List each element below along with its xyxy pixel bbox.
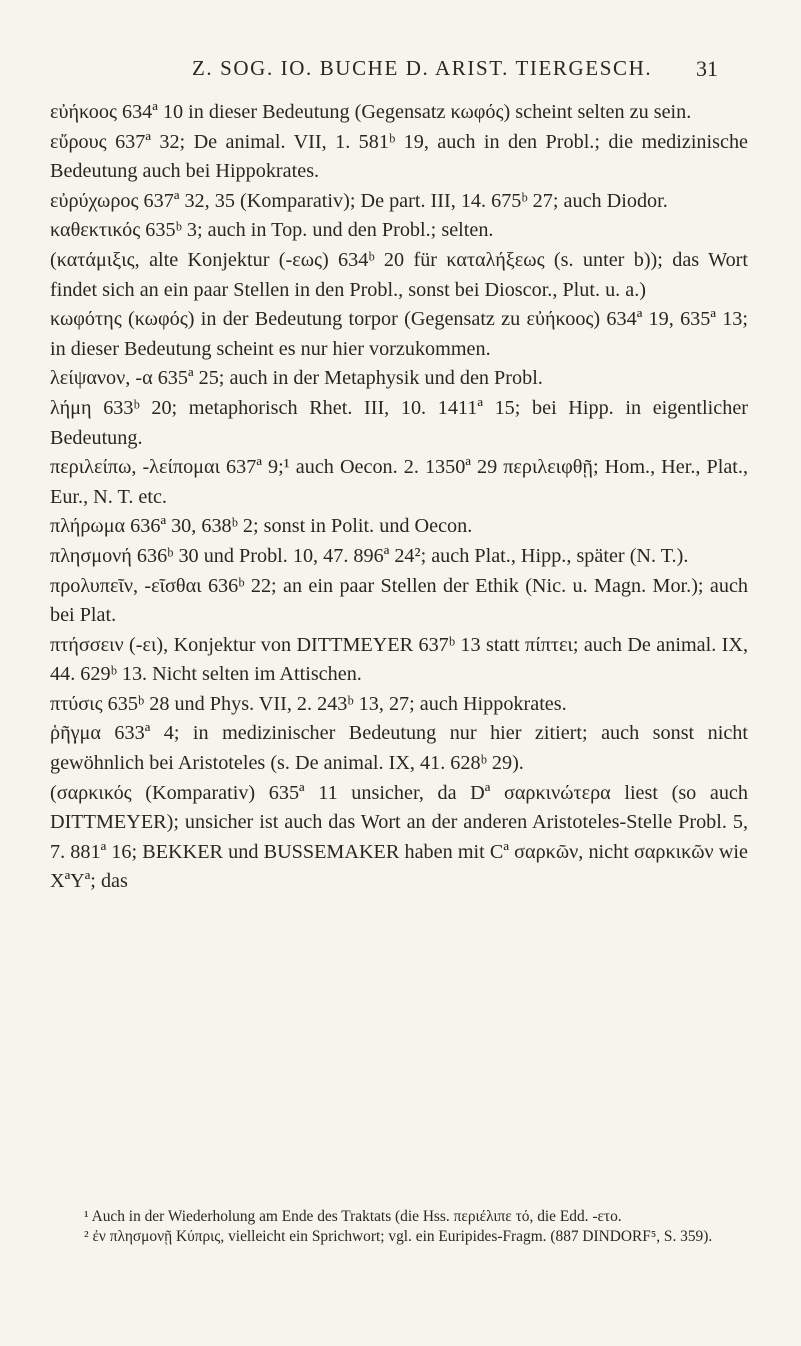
index-entry: εὔρους 637ª 32; De animal. VII, 1. 581ᵇ 19, auch in den Probl.; die medizinische Bedeutung auch bei Hippokrates. — [50, 130, 748, 183]
footnote: ¹ Auch in der Wiederholung am Ende des Traktats (die Hss. περιέλιπε τό, die Edd. -ετο. — [84, 1208, 622, 1225]
index-entry: προλυπεῖν, -εῖσθαι 636ᵇ 22; an ein paar Stellen der Ethik (Nic. u. Magn. Mor.); auch bei Plat. — [50, 574, 748, 627]
index-entry: περιλείπω, -λείπομαι 637ª 9;¹ auch Oecon. 2. 1350ª 29 περιλειφθῇ; Hom., Her., Plat., Eur., N. T. etc. — [50, 456, 748, 508]
index-entry: ῥῆγμα 633ª 4; in medizinischer Bedeutung nur hier zitiert; auch sonst nicht gewöhnlich bei Aristoteles (s. De animal. IX, 41. 628ᵇ 29). — [50, 722, 748, 775]
index-entry: πτύσις 635ᵇ 28 und Phys. VII, 2. 243ᵇ 13, 27; auch Hippokrates. — [50, 692, 567, 715]
index-entry: λήμη 633ᵇ 20; metaphorisch Rhet. III, 10. 1411ª 15; bei Hipp. in eigentlicher Bedeutung. — [50, 396, 748, 449]
index-entry: εὐρύχωρος 637ª 32, 35 (Komparativ); De part. III, 14. 675ᵇ 27; auch Diodor. — [50, 189, 668, 212]
page-number: 31 — [696, 56, 718, 81]
running-title: Z. SOG. IO. BUCHE D. ARIST. TIERGESCH. — [192, 56, 653, 80]
index-entry: πλησμονή 636ᵇ 30 und Probl. 10, 47. 896ª 24²; auch Plat., Hipp., später (N. T.). — [50, 544, 689, 567]
page-header — [0, 56, 801, 96]
index-entry: (κατάμιξις, alte Konjektur (-εως) 634ᵇ 20 für καταλήξεως (s. unter b)); das Wort findet sich an ein paar Stellen in den Probl., sonst bei Dioscor., Plut. u. a.) — [50, 248, 748, 301]
index-entry: πλήρωμα 636ª 30, 638ᵇ 2; sonst in Polit. und Oecon. — [50, 515, 473, 538]
index-entry: λείψανον, -α 635ª 25; auch in der Metaphysik und den Probl. — [50, 367, 543, 390]
index-entry: καθεκτικός 635ᵇ 3; auch in Top. und den Probl.; selten. — [50, 219, 494, 242]
index-entries — [50, 98, 748, 897]
index-entry: εὐήκοος 634ª 10 in dieser Bedeutung (Gegensatz κωφός) scheint selten zu sein. — [50, 101, 692, 123]
index-entry: κωφότης (κωφός) in der Bedeutung torpor (Gegensatz zu εὐήκοος) 634ª 19, 635ª 13; in dieser Bedeutung scheint es nur hier vorzukommen. — [50, 308, 748, 360]
index-entry: πτήσσειν (-ει), Konjektur von DITTMEYER 637ᵇ 13 statt πίπτει; auch De animal. IX, 44. 629ᵇ 13. Nicht selten im Attischen. — [50, 633, 748, 686]
footnote: ² ἐν πλησμονῇ Κύπρις, vielleicht ein Sprichwort; vgl. ein Euripides-Fragm. (887 DINDORF⁵, S. 359). — [84, 1228, 713, 1245]
footnotes — [50, 1207, 748, 1247]
index-entry: (σαρκικός (Komparativ) 635ª 11 unsicher, da Dª σαρκινώτερα liest (so auch DITTMEYER); unsicher ist auch das Wort an der anderen Aristoteles-Stelle Probl. 5, 7. 881ª 16; BEKKER und BUSSEMAKER haben mit Cª σαρκῶν, nicht σαρκικῶν wie XªYª; das — [50, 781, 748, 893]
